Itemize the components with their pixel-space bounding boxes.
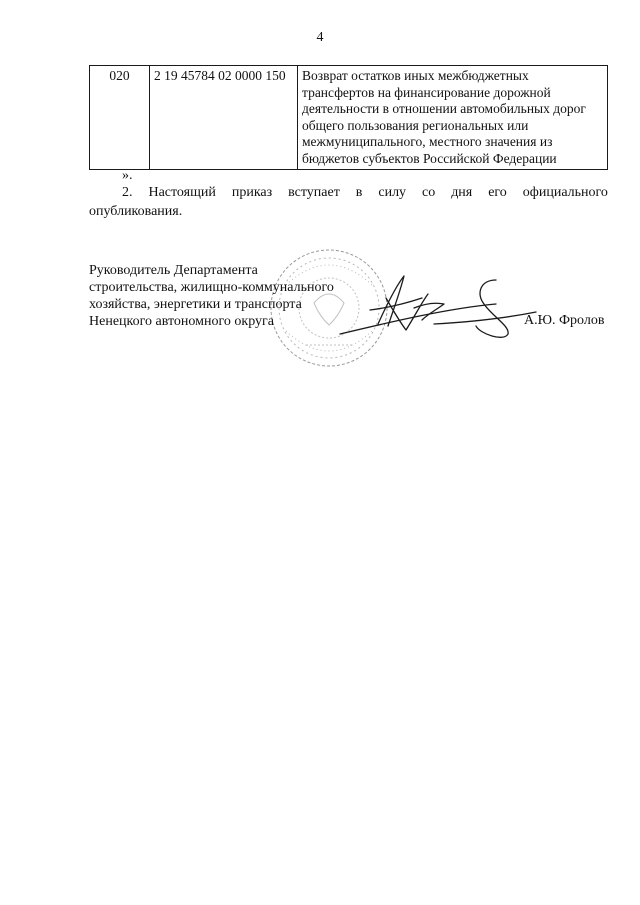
- table-row: [90, 66, 608, 170]
- budget-classification-code-cell: 2 19 45784 02 0000 150: [150, 66, 298, 170]
- paragraph-word: Настоящий: [148, 185, 216, 200]
- paragraph-word: силу: [378, 185, 407, 200]
- page-number: 4: [316, 30, 324, 45]
- income-name-line: бюджетов субъектов Российской Федерации: [302, 150, 557, 166]
- position-line: Руководитель Департамента: [89, 263, 258, 278]
- signatory-position: [89, 262, 409, 330]
- closing-quote: ».: [122, 168, 133, 183]
- paragraph-word: со: [422, 185, 436, 200]
- admin-code-cell: 020: [90, 66, 150, 170]
- budget-code-table: [89, 65, 608, 170]
- position-line: строительства, жилищно-коммунального: [89, 280, 334, 295]
- income-name-line: межмуниципального, местного значения из: [302, 134, 553, 149]
- paragraph-line: опубликования.: [89, 204, 183, 219]
- order-effective-paragraph: [89, 183, 608, 221]
- income-name-line: Возврат остатков иных межбюджетных: [302, 68, 529, 83]
- income-name-line: трансфертов на финансирование дорожной: [302, 84, 551, 100]
- paragraph-word: вступает: [288, 185, 340, 200]
- income-name-line: деятельности в отношении автомобильных дорог: [302, 101, 586, 116]
- paragraph-word: официального: [522, 185, 608, 200]
- signer-name: А.Ю. Фролов: [524, 313, 605, 328]
- position-line: хозяйства, энергетики и транспорта: [89, 297, 302, 312]
- paragraph-word: 2.: [122, 185, 133, 200]
- paragraph-line: [89, 183, 608, 202]
- paragraph-word: в: [355, 185, 363, 200]
- income-name-cell: [298, 66, 608, 170]
- position-line: Ненецкого автономного округа: [89, 314, 274, 329]
- paragraph-word: дня: [451, 185, 473, 200]
- income-name-line: общего пользования региональных или: [302, 117, 529, 133]
- paragraph-word: его: [488, 185, 507, 200]
- paragraph-word: приказ: [231, 185, 273, 200]
